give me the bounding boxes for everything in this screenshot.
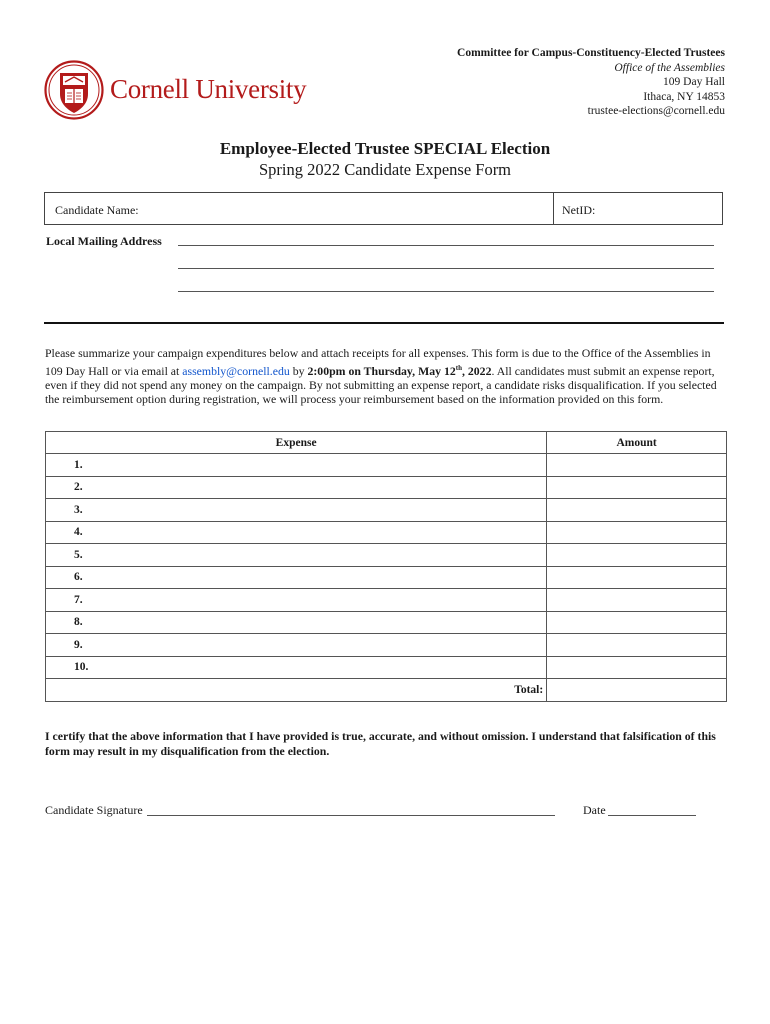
- expense-cell[interactable]: 10.: [46, 656, 547, 679]
- instructions-text-1: Please summarize your campaign expenditures below and attach receipts for all expenses. This form is due to the Office of the Assemblies in 109 Day Hall or via email at: [45, 346, 711, 378]
- expense-table: [45, 431, 727, 702]
- expense-row: [46, 521, 727, 544]
- university-name: Cornell University: [110, 74, 307, 104]
- expense-cell[interactable]: 4.: [46, 521, 547, 544]
- expense-cell[interactable]: 5.: [46, 544, 547, 567]
- expense-table-header: [46, 432, 727, 454]
- expense-row: [46, 566, 727, 589]
- candidate-info-box: [44, 192, 723, 225]
- candidate-name-field[interactable]: Candidate Name:: [55, 203, 139, 217]
- total-row: [46, 679, 727, 702]
- mailing-address-line-2[interactable]: [178, 268, 714, 269]
- amount-cell[interactable]: [547, 566, 727, 589]
- expense-row: [46, 476, 727, 499]
- netid-field[interactable]: NetID:: [562, 203, 596, 217]
- instructions-text-2: by: [289, 363, 308, 378]
- expense-row: [46, 454, 727, 477]
- expense-cell[interactable]: 7.: [46, 589, 547, 612]
- committee-name: Committee for Campus-Constituency-Elected Trustees: [457, 47, 725, 59]
- amount-cell[interactable]: [547, 521, 727, 544]
- mailing-address-line-1[interactable]: [178, 245, 714, 246]
- date-label: Date: [583, 803, 606, 817]
- expense-cell[interactable]: 2.: [46, 476, 547, 499]
- amount-cell[interactable]: [547, 589, 727, 612]
- deadline-year: , 2022: [461, 363, 492, 378]
- expense-cell[interactable]: 9.: [46, 634, 547, 657]
- expense-row: [46, 611, 727, 634]
- amount-cell[interactable]: [547, 476, 727, 499]
- expense-column-header: Expense: [46, 432, 547, 454]
- office-address-line2: Ithaca, NY 14853: [643, 90, 725, 103]
- amount-cell[interactable]: [547, 454, 727, 477]
- expense-row: [46, 634, 727, 657]
- expense-row: [46, 656, 727, 679]
- amount-cell[interactable]: [547, 611, 727, 634]
- office-name: Office of the Assemblies: [614, 61, 725, 74]
- assembly-email-link[interactable]: assembly@cornell.edu: [182, 363, 290, 378]
- form-title: Employee-Elected Trustee SPECIAL Election: [219, 139, 551, 158]
- certification-statement: I certify that the above information that I have provided is true, accurate, and without omission. I understand that falsification of this form may result in my disqualification from the election.: [45, 729, 716, 758]
- candidate-signature-label: Candidate Signature: [45, 803, 143, 817]
- mailing-address-line-3[interactable]: [178, 291, 714, 292]
- candidate-signature-line[interactable]: [147, 815, 555, 816]
- cornell-seal-logo: [44, 60, 104, 120]
- amount-cell[interactable]: [547, 544, 727, 567]
- expense-cell[interactable]: 3.: [46, 499, 547, 522]
- instructions-text-3: . All candidates must submit an expense report, even if they did not spend any money on the campaign. By not submitting an expense report, a candidate risks disqualification. If you selected the reimbursement option during registration, we will process your reimbursement based on the information provided on this form.: [45, 363, 717, 407]
- deadline-text: 2:00pm on Thursday, May 12: [307, 363, 456, 378]
- total-label: Total:: [46, 679, 547, 702]
- office-email[interactable]: trustee-elections@cornell.edu: [587, 105, 725, 118]
- office-contact-block: [457, 46, 725, 119]
- form-subtitle: Spring 2022 Candidate Expense Form: [258, 160, 512, 179]
- amount-cell[interactable]: [547, 656, 727, 679]
- expense-cell[interactable]: 8.: [46, 611, 547, 634]
- expense-row: [46, 499, 727, 522]
- deadline-superscript: th: [455, 363, 462, 372]
- amount-column-header: Amount: [547, 432, 727, 454]
- total-amount-cell[interactable]: [547, 679, 727, 702]
- expense-row: [46, 589, 727, 612]
- office-address-line1: 109 Day Hall: [663, 76, 725, 89]
- amount-cell[interactable]: [547, 634, 727, 657]
- date-line[interactable]: [608, 815, 696, 816]
- mailing-address-label: Local Mailing Address: [46, 234, 162, 248]
- expense-row: [46, 544, 727, 567]
- expense-cell[interactable]: 1.: [46, 454, 547, 477]
- amount-cell[interactable]: [547, 499, 727, 522]
- instructions-paragraph: [45, 346, 725, 407]
- candidate-box-divider: [553, 193, 554, 224]
- section-divider: [44, 322, 724, 324]
- expense-cell[interactable]: 6.: [46, 566, 547, 589]
